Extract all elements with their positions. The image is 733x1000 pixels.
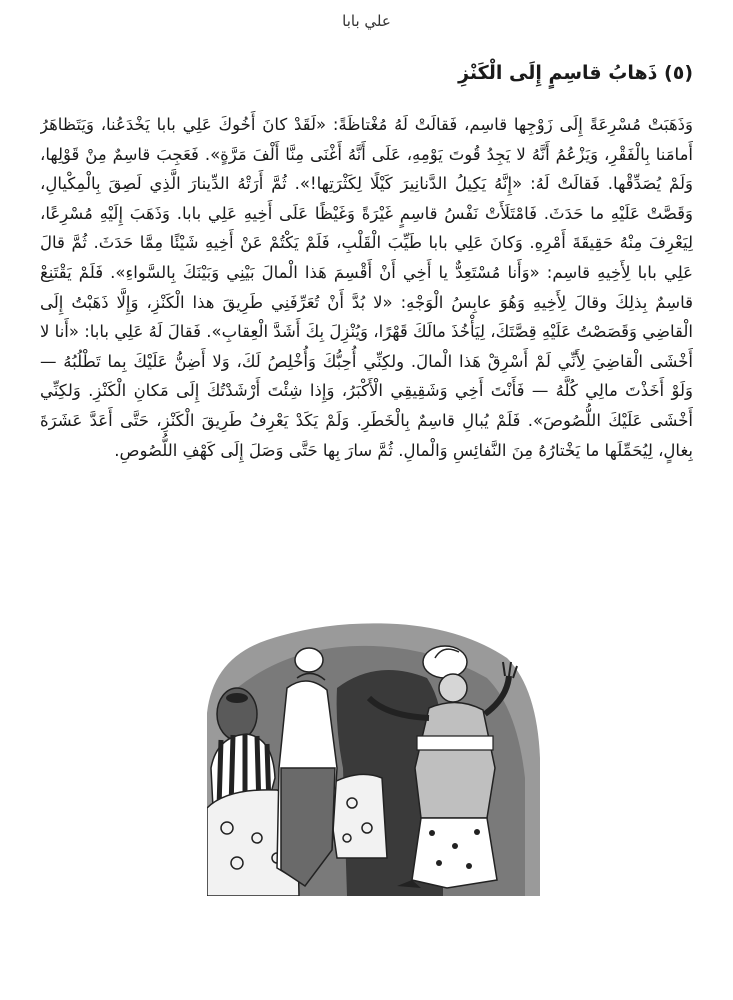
running-header: علي بابا bbox=[342, 12, 391, 30]
story-text: وَذَهَبَتْ مُسْرِعَةً إِلَى زَوْجِها قاسِم، فَقالَتْ لَهُ مُغْتاظَةً: «لَقَدْ كانَ أَخُوكَ عَلِي بابا يَخْدَعُنا، وَيَتَظاهَرُ أَمامَنا بِالْفَقْرِ، وَيَزْعُمُ أَنَّهُ لا يَجِدُ قُوتَ يَوْمِهِ، عَلَى أَنَّهُ أَغْنَى مِنَّا أَلْفَ مَرَّةٍ». فَعَجِبَ قاسِمٌ مِنْ قَوْلِها، وَلَمْ يُصَدِّقْها. فَقالَتْ لَهُ: «إِنَّهُ يَكِيلُ الدَّنانِيرَ كَيْلًا لِكَثْرَتِها!». ثُمَّ أَرَتْهُ الدِّينارَ الَّذِي لَصِقَ بِالْمِكْيالِ، وَقَصَّتْ عَلَيْهِ ما حَدَثَ. فَامْتَلَأَتْ نَفْسُ قاسِمٍ غَيْرَةً وَغَيْظًا عَلَى أَخِيهِ عَلِي بابا. وَذَهَبَ إِلَيْهِ مُسْرِعًا، لِيَعْرِفَ مِنْهُ حَقِيقَةَ أَمْرِهِ. وَكانَ عَلِي بابا طَيِّبَ الْقَلْبِ، فَلَمْ يَكْتُمْ عَنْ أَخِيهِ شَيْئًا مِمَّا حَدَثَ. ثُمَّ قالَ عَلِي بابا لِأَخِيهِ قاسِم: «وَأَنا مُسْتَعِدٌّ يا أَخِي أَنْ أَقْسِمَ هَذا الْمالَ بَيْنِي وَبَيْنَكَ بِالسَّواءِ». فَلَمْ يَقْتَنِعْ قاسِمٌ بِذلِكَ وقالَ لِأَخِيهِ وَهُوَ عابِسُ الْوَجْهِ: «لا بُدَّ أَنْ تُعَرِّفَنِي طَرِيقَ هذا الْكَنْزِ، وَإِلَّا ذَهَبْتُ إِلَى الْقاضِي وَقَصَصْتُ عَلَيْهِ قِصَّتَكَ، لِيَأْخُذَ مالَكَ قَهْرًا، وَيُنْزِلَ بِكَ أَشَدَّ الْعِقابِ». فَقالَ لَهُ عَلِي بابا: «أَنا لا أَخْشَى الْقاضِيَ لِأَنِّي لَمْ أَسْرِقْ هَذا الْمالَ. ولكِنِّي أُحِبُّكَ وَأُخْلِصُ لَكَ، وَلا أَضِنُّ عَلَيْكَ بِما تَطْلُبُهُ — وَلَوْ أَخَذْتَ مالِي كُلَّهُ — فَأَنْتَ أَخِي وَشَقِيقِي الْأَكْبَرُ، وَإِذا شِئْتَ أَرْشَدْتُكَ إِلَى مَكانِ الْكَنْزِ. وَلكِنِّي أَخْشَى عَلَيْكَ اللُّصُوصَ». فَلَمْ يُبالِ قاسِمٌ بِالْخَطَرِ. وَلَمْ يَكَدْ يَعْرِفُ طَرِيقَ الْكَنْزِ، حَتَّى أَعَدَّ عَشَرَةَ بِغالٍ، لِيُحَمِّلَها ما يَخْتارُهُ مِنَ النَّفائِسِ وَالْمالِ. ثُمَّ سارَ بِها حَتَّى وَصَلَ إِلَى كَهْفِ اللُّصُوصِ. bbox=[40, 115, 693, 460]
chapter-title: (٥) ذَهابُ قاسِمٍ إِلَى الْكَنْزِ bbox=[458, 62, 693, 84]
cave-illustration bbox=[207, 618, 540, 896]
jar-mouth bbox=[226, 693, 248, 703]
